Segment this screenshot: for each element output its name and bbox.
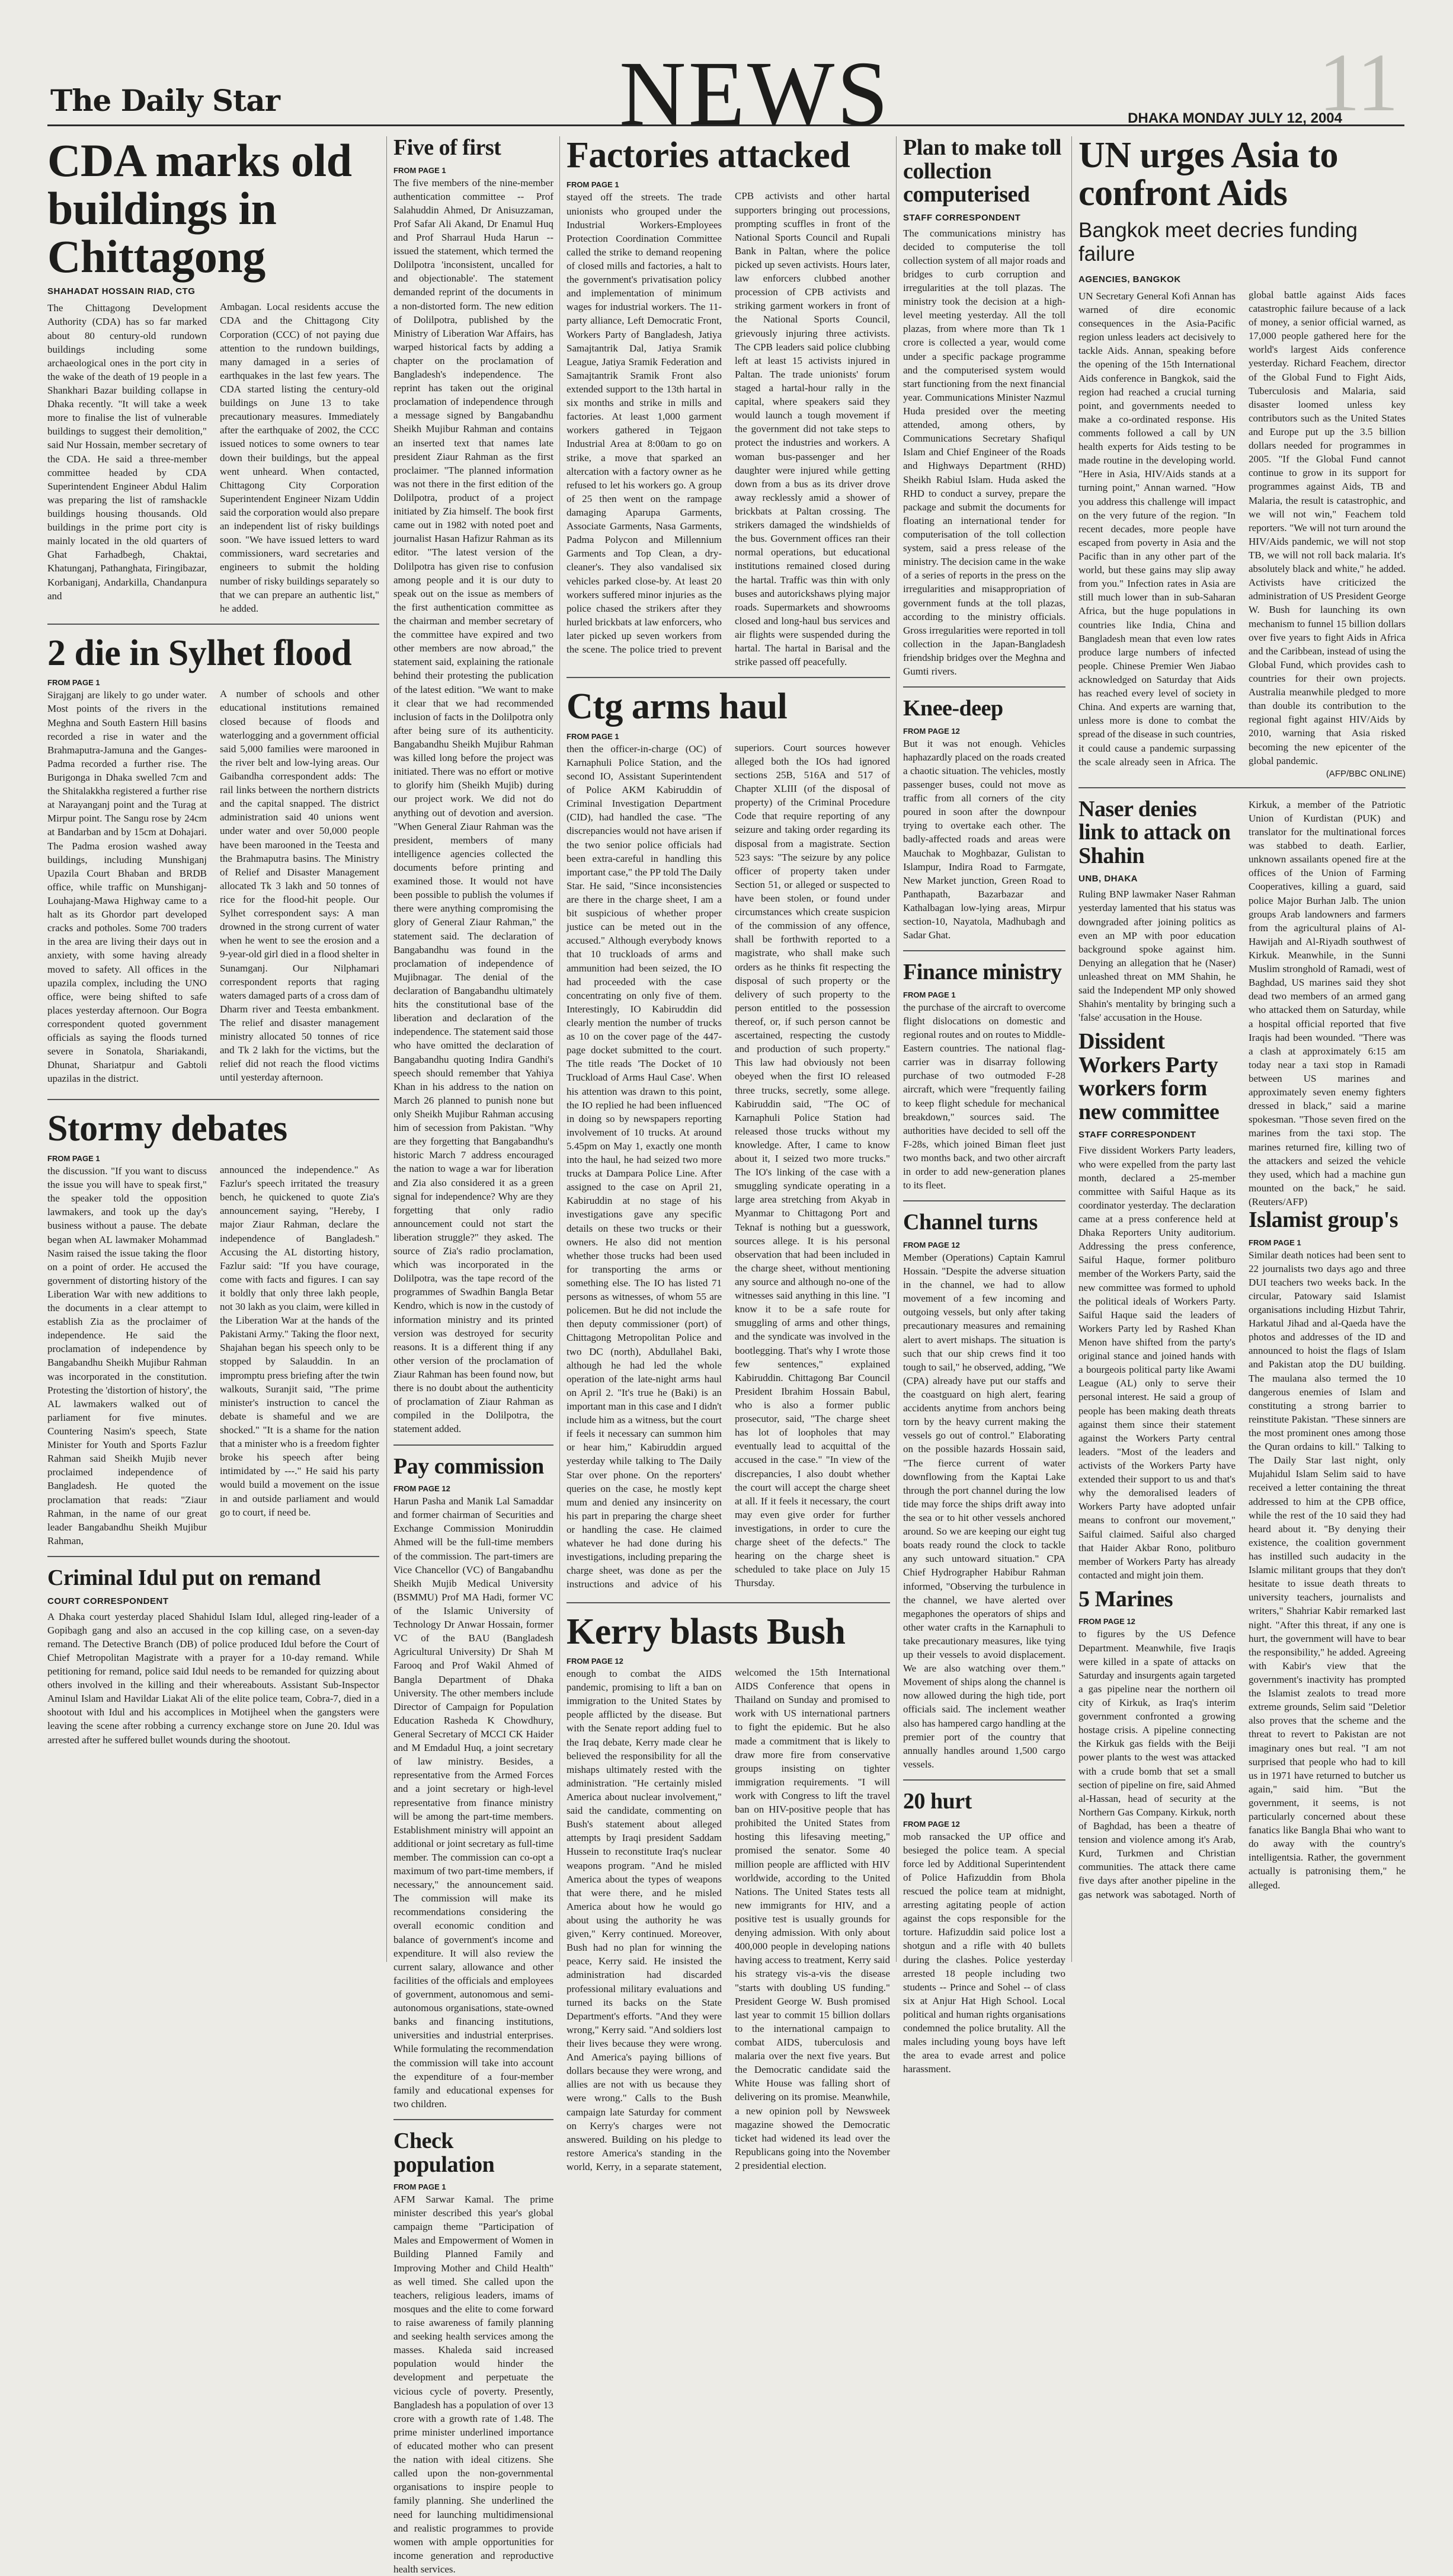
body-text: then the officer-in-charge (OC) of Karnaphuli Police Station, and the second IO, Assistant Superintendent of Police AKM Kabiruddin of Criminal Investigation Department (CID), had handled the case. "The discrepancies would not have arisen if the two senior police officials had been extra-careful in handling this important case," the PP told The Daily Star. He said, "Since inconsistencies are there in the charge sheet, I am a bit suspicious of whether proper justice can be meted out in the accused." Although everybody knows that 10 truckloads of arms and ammunition had been seized, the IO had proceeded with the case concentrating on only five of them. Interestingly, IO Kabiruddin did clearly mention the number of trucks as 10 on the cover page of the 447-page docket submitted to the court. The title reads 'The Docket of 10 Truckload of Arms Haul Case'. When his attention was drawn to this point, the IO replied he had been influenced in doing so by newspapers reporting involvement of 10 trucks. At around 5.45pm on May 1, exactly one month into the haul, he had seized two more trucks at Dampara Police Line. After assigned to the case on April 21, Kabiruddin at no stage of his investigations gave any specific details on these two trucks or their owners. He also did not mention whether those trucks had been used for transporting the arms or something else. The IO has listed 71 persons as witnesses, of whom 55 are policemen. But he did not include the then deputy commissioner (port) of Chittagong Metropolitan Police and two DC (north), Abdullahel Baki, although he had led the whole operation of the late-night arms haul on April 2. "It's true he (Baki) is an important man in this case and I didn't include him as a witness, but the court if feels it necessary can summon him or hear him," Kabiruddin argued yesterday while talking to The Daily Star over phone. On the reporters' queries on the case, he mostly kept mum and denied any insincerity on his part in preparing the charge sheet or handling the case. He claimed whatever he had done during his investigations, including preparing the charge sheet, was done as per the instructions and advice of his superiors. Court sources however alleged both the IOs had ignored sections 25B, 516A and 517 of Chapter XLIII (of the disposal of property) of the Criminal Procedure Code that require reporting of any seizure and taking order regarding its disposal from a magistrate. Section 523 says: "The seizure by any police officer of property taken under Section 51, or alleged or suspected to have been stolen, or found under circumstances which create suspicion of the commission of any offence, shall be forthwith reported to a magistrate, who shall make such orders as he thinks fit respecting the disposal of such property or the delivery of such property to the person entitled to the possession thereof, or, if such person cannot be ascertained, respecting the custody and production of such property." This law had obviously not been obeyed when the first IO released three trucks, secretly, some allege. Kabiruddin said, "The OC of Karnaphuli Police Station had released those trucks without my knowledge. After, I came to know about it, I seized two more trucks." The IO's linking of the case with a smuggling syndicate operating in a large area stretching from Akyab in Myanmar to Chittagong Port and Teknaf is nothing but a guesswork, sources allege. It is his personal observation that had been included in the charge sheet, without mentioning any source and although no-one of the witnesses said anything in this line. "I know it to be a safe route for smuggling of arms and other things, and the syndicate was involved in the bootlegging. That's why I wrote those few sentences," explained Kabiruddin. Chittagong Bar Council President Ibrahim Hossain Babul, who is also a former public prosecutor, said, "The charge sheet has lot of loopholes that may eventually lead to acquittal of the accused in the case." "In view of the discrepancies, I also doubt whether the court will accept the charge sheet at all. If it feels it necessary, the court may even give order for further investigations, in order to cure the charge sheet of the defects." The hearing on the charge sheet is scheduled to take place on July 15 Thursday. <box>567 742 890 1590</box>
body-text: But it was not enough. Vehicles haphazardly placed on the roads created a chaotic situation. The vehicles, mostly passenger buses, could not move as traffic from all corners of the city poured in soon after the downpour trying to overtake each other. The badly-affected roads and areas were Mauchak to Moghbazar, Gulistan to Islampur, Indira Road to Farmgate, New Market junction, Green Road to Panthapath, Bazarbazar and Kathalbagan low-lying areas, Mirpur section-10, Nayatola, Madhubagh and Sadar Ghat. <box>903 737 1065 941</box>
jump-label: FROM PAGE 12 <box>903 1819 960 1829</box>
body-text: Five dissident Workers Party leaders, who were expelled from the party last month, declared a 25-member committee with Saiful Haque as its coordinator yesterday. The declaration came at a press conference held at Dhaka Reporters Unity auditorium. Addressing the press conference, Saiful Haque, former politburo member of the Workers Party, said the new committee was formed to uphold the political ideals of Workers Party. Saiful Haque said the leaders of Workers Party led by Rashed Khan Menon have shifted from the party's original stance and joined hands with a bourgeois political party like Awami League (AL) only to serve their personal interest. He said a group of people has been making death threats against them since their statement against the Workers Party central leaders. "Most of the leaders and activists of the Workers Party have extended their support to us and that's why the demoralised leaders of Workers Party have adopted unfair means to confront our movement," Saiful claimed. Saiful also charged that Haider Akbar Rono, politburo member of Workers Party has already contacted and might join them. <box>1078 1145 1236 1581</box>
jump-label: FROM PAGE 1 <box>1249 1238 1301 1247</box>
article-sylhet <box>47 634 379 1091</box>
headline: CDA marks old buildings in Chittagong <box>47 135 352 283</box>
jump-label: FROM PAGE 1 <box>393 2182 446 2192</box>
article-body <box>567 741 890 1594</box>
article-stormy <box>47 1110 379 1548</box>
article-factories <box>567 136 890 669</box>
article-finance <box>903 961 1065 1192</box>
article-five-of-first <box>393 136 553 1436</box>
divider <box>903 1200 1065 1201</box>
article-body <box>47 300 379 615</box>
credit: (AFP/BBC ONLINE) <box>1326 768 1406 779</box>
article-ctg-arms <box>567 688 890 1593</box>
headline: Naser denies link to attack on Shahin <box>1078 796 1231 868</box>
divider <box>1078 787 1406 788</box>
column-3 <box>567 135 890 2172</box>
jump-label: FROM PAGE 12 <box>567 1657 623 1666</box>
headline: Ctg arms haul <box>567 686 788 727</box>
body-text: to figures by the US Defence Department. Meanwhile, five Iraqis were killed in a spate of attacks on Saturday and insurgents again targeted a gas pipeline near the northern oil city of Kirkuk, as Iraq's interim government confronted a growing hostage crisis. A pipeline connecting the Kirkuk gas fields with the Beiji power plants to the west was attacked with a crude bomb that set a small section of pipeline on fire, said Ahmed al-Hassan, head of security at the Northern Gas Company. Kirkuk, north of Baghdad, has been a theatre of tension and violence among it's Arab, Kurd, Turkmen and Christian communities. The attack there came five days after another pipeline in the gas network was sabotaged. North of Kirkuk, a member of the Patriotic Union of Kurdistan (PUK) and translator for the multinational forces was stabbed to death. Earlier, unknown assailants opened fire at the offices of the Union of Farming Cooperatives, killing a guard, said police Major Burhan Jalb. The union groups Arab landowners and farmers from the agricultural plains of Al-Hawijah and Al-Riyadh southwest of Kirkuk. Meanwhile, in the Sunni Muslim stronghold of Ramadi, west of Baghdad, US marines said they shot dead two members of an armed gang who attacked them on Saturday, while a hospital official reported that five Iraqis had been wounded. "There was a clash at approximately 6:15 am today near a taxi stop in Ramadi between US marines and approximately seven enemy fighters dressed in black," said a marine spokesman. "Those seven fired on the marines from the taxi stop. The marines returned fire, killing two of the attackers and seized the vehicle they used, which had a machine gun mounted on the back," he said. (Reuters/AFP) <box>1078 798 1406 1900</box>
divider <box>567 1602 890 1603</box>
lower-right-columns <box>1078 798 1406 1903</box>
headline: UN urges Asia to confront Aids <box>1078 135 1339 214</box>
body-text: stayed off the streets. The trade unionists who grouped under the Industrial Workers-Employees Protection Coordination Committee called the strike to demand reopening of closed mills and factories, a halt to the government's privatisation policy and implementation of minimum wages for industrial workers. The 11-party alliance, Left Democratic Front, Workers Party of Bangladesh, Jatiya Samajtantrik Dal, Jatiya Sramik League, Jatiya Sramik Federation and Samajtantrik Sramik Front also extended support to the 13th hartal in six months and strike in mills and factories. At least 1,000 garment workers gathered in Tejgaon Industrial Area at 8:00am to go on strike, a move that sparked an altercation with a factory owner as he refused to let his workers go. A group of 25 then went on the rampage damaging Aparupa Garments, Associate Garments, Nasa Garments, Padma Polycon and Millennium Garments and Top Clean, a dry-cleaner's. They also vandalised six vehicles parked close-by. At least 20 workers suffered minor injuries as the police chased the strikers after they hurled brickbats at law enforcers, who later picked up seven workers from the scene. The police tried to prevent CPB activists and other hartal supporters bringing out processions, prompting scuffles in front of the National Sports Council and Rupali Bank in Paltan, where the police picked up seven activists. Hours later, law enforcers clubbed another procession of CPB activists and striking garment workers in front of the National Sports Council, grievously injuring three activists. The CPB leaders said police clubbing left at least 15 activists injured in Paltan. The trade unionists' forum staged a hartal-hour rally in the capital, where speakers said they would launch a tough movement if the government did not take steps to protect the industries and workers. A woman bus-passenger and her daughter were injured while getting down from a bus as its driver drove away recklessly amid a shower of brickbats at Paltan crossing. The strikers damaged the windshields of the bus. Government offices ran their normal operations, but educational institutions remained closed during the hartal. Traffic was thin with only buses and autorickshaws plying major roads. Supermarkets and showrooms closed and long-haul bus services and air flights were suspended during the hartal. The hartal in Barisal and the strike passed off peacefully. <box>567 190 890 668</box>
byline: COURT CORRESPONDENT <box>47 1596 169 1606</box>
article-naser <box>1078 798 1236 1025</box>
divider <box>567 677 890 678</box>
column-rule <box>896 136 897 1962</box>
headline: 2 die in Sylhet flood <box>47 632 352 673</box>
byline: AGENCIES, BANGKOK <box>1078 274 1181 285</box>
article-pay-commission <box>393 1455 553 2111</box>
column-2 <box>393 135 553 2575</box>
article-body <box>567 189 890 669</box>
deck: Bangkok meet decries funding failure <box>1078 218 1358 266</box>
body-text: mob ransacked the UP office and besieged the police team. A special force led by Additional Superintendent of Police Hafizuddin from Bhola rescued the police team at midnight, arresting agitating people of action against the cops responsible for the torture. Hafizuddin said police lost a shotgun and a rifle with 40 bullets during the clashes. Police yesterday arrested 18 people including two students -- Prince and Sohel -- of class six at Anjur Hat High School. Local political and human rights organisations condemned the police brutality. All the males including young boys have left the area to evade arrest and police harassment. <box>903 1830 1065 2075</box>
body-text: The Chittagong Development Authority (CDA) has so far marked about 80 century-old rundown buildings including some archaeological ones in the port city in the wake of the death of 19 people in a Shankhari Bazar building collapse in Dhaka recently. "It will take a week more to finalise the list of vulnerable buildings to suggest their demolition," said Nur Hossain, member secretary of the CDA. He said a three-member committee headed by CDA Superintendent Engineer Abdul Halim was preparing the list of ramshackle buildings housing thousands. Old buildings in the prime port city is mainly located in the old quarters of Ghat Farhadbegh, Chaktai, Khatunganj, Pathanghata, Firingibazar, Korbaniganj, Andarkilla, Chandanpura and <box>47 302 207 602</box>
divider <box>903 1779 1065 1781</box>
body-text: the purchase of the aircraft to overcome flight dislocations on domestic and regional routes and on routes to Middle-Eastern countries. The national flag-carrier was in disarray following purchase of two outmoded F-28 aircraft, which were "frequently failing to keep flight schedule for mechanical breakdown," sources said. The authorities have decided to sell off the F-28s, which joined Biman fleet just two months back, and two other aircraft in order to add new-generation planes to its fleet. <box>903 1001 1065 1191</box>
headline: Stormy debates <box>47 1108 287 1149</box>
article-knee-deep <box>903 697 1065 942</box>
divider <box>47 1556 379 1557</box>
divider <box>393 2119 553 2120</box>
body-text: Ruling BNP lawmaker Naser Rahman yesterday lamented that his status was downgraded after joining politics as even an MP with poor education background spoke against him. Denying an allegation that he (Naser) unleashed threat on MM Shahin, he said the Independent MP only showed Shahin's mentality by bringing such a 'false' accusation in the House. <box>1078 889 1236 1024</box>
headline: 5 Marines <box>1078 1586 1173 1612</box>
body-text: A Dhaka court yesterday placed Shahidul Islam Idul, alleged ring-leader of a Gopibagh gang and also an accused in the cop killing case, on a seven-day remand. The Detective Branch (DB) of police produced Idul before the Court of Chief Metropolitan Magistrate with a prayer for a 10-day remand. While petitioning for remand, police said Idul needs to be remanded for quizzing about others involved in the killing and their whereabouts. Assistant Sub-Inspector Aminul Islam and Havildar Liakat Ali of the elite police team, Cobra-7, died in a shootout with Idul and his accomplices in Motijheel when the gangsters were leaving the scene after robbing a currency exchange store on June 20. Idul was arrested after he suffered bullet wounds during the shootout. <box>47 1610 379 1746</box>
headline: Five of first <box>393 135 501 160</box>
divider <box>903 950 1065 951</box>
body-text: enough to combat the AIDS pandemic, promising to lift a ban on immigration to the United States by people afflicted by the disease. But with the Senate report adding fuel to the Iraq debate, Kerry made clear he believed the responsibility for all the mishaps ultimately rested with the administration. "He certainly misled America about nuclear involvement," said the candidate, commenting on Bush's statement about alleged attempts by Iraqi president Saddam Hussein to reconstitute Iraq's nuclear weapons program. "And he misled America about the types of weapons that were there, and he misled America about how he would go about using the authority he was given," Kerry continued. Moreover, Bush had no plan for winning the peace, Kerry said. He insisted the administration had discarded professional military evaluations and turned its backs on the State Department's efforts. "And they were wrong," Kerry said. "And soldiers lost their lives because they were wrong. And America's paying billions of dollars because they were wrong, and allies are not with us because they were wrong." Calls to the Bush campaign late Saturday for comment on Kerry's charges were not answered. Building on his pledge to restore America's standing in the world, Kerry, in a separate statement, welcomed the 15th International AIDS Conference that opens in Thailand on Sunday and promised to work with US international partners to fight the epidemic. But he also made a commitment that is likely to draw more fire from conservative groups insisting on tighter immigration requirements. "I will work with Congress to lift the travel ban on HIV-positive people that has prohibited the United States from hosting this lifesaving meeting," promised the senator. Some 40 million people are afflicted with HIV worldwide, according to the United Nations. The United States tests all new immigrants for HIV, and a positive test is usually grounds for denying admission. With only about 400,000 people in developing nations having access to treatment, Kerry said his strategy vis-a-vis the disease "starts with doubling US funding." President George W. Bush promised last year to commit 15 billion dollars to the international campaign to combat AIDS, tuberculosis and malaria over the next five years. But the Democratic candidate said the White House was falling short of delivering on its promise. Meanwhile, a new opinion poll by Newsweek magazine showed the Democratic ticket had widened its lead over the Republicans going into the November 2 presidential election. <box>567 1667 890 2172</box>
jump-label: FROM PAGE 12 <box>1078 1617 1135 1626</box>
section-title: NEWS <box>619 42 891 145</box>
headline: Factories attacked <box>567 135 850 175</box>
byline: UNB, DHAKA <box>1078 874 1138 884</box>
masthead <box>47 24 1404 145</box>
article-cda <box>47 136 379 615</box>
jump-label: FROM PAGE 12 <box>903 1240 960 1249</box>
headline: Criminal Idul put on remand <box>47 1565 321 1591</box>
article-un-aids <box>1078 136 1406 779</box>
headline: Knee-deep <box>903 696 1003 721</box>
article-body <box>47 1163 379 1548</box>
body-text: Harun Pasha and Manik Lal Samaddar and former chairman of Securities and Exchange Commission Moniruddin Ahmed will be the full-time members of the commission. The part-timers are Vice Chancellor (VC) of Bangabandhu Sheikh Mujib Medical University (BSMMU) Prof MA Hadi, former VC of the Islamic University of Technology Dr Anwar Hossain, former VC of the BAU (Bangladesh Agricultural University) Dr Shah M Farooq and Prof Wakil Ahmed of Bangla Department of Dhaka University. The other members include Director of Campaign for Population Education Rasheda K Chowdhury, General Secretary of MCCI CK Haider and M Emdadul Huq, a joint secretary of law ministry. Besides, a representative from the Armed Forces and a joint secretary or high-level representative from finance ministry will be among the part-time members. Establishment ministry will appoint an additional or joint secretary as full-time member. The commission can co-opt a maximum of two part-time members, if necessary," the announcement said. The commission will make its recommendations considering the overall economic condition and balance of government's income and expenditure. It will also review the current salary, allowance and other facilities of the officials and employees of government, autonomous and semi-autonomous organisations, state-owned banks and financing institutions, universities and industrial enterprises. While formulating the recommendation the commission will take into account the expenditure of a four-member family and educational expenses for two children. <box>393 1495 553 2110</box>
jump-label: FROM PAGE 12 <box>903 726 960 736</box>
body-text: The five members of the nine-member authentication committee -- Prof Salahuddin Ahmed, Dr Anisuzzaman, Prof Safar Ali Akand, Dr Enamul Huq and Prof Sharraul Huda Harun -- issued the statement, which termed the Dolilpotra 'inconsistent, uncalled for and objectionable'. The statement demanded reprint of the documents in a non-distorted form. The new edition of Dolilpotra, published by the Ministry of Liberation War Affairs, has warped historical facts by adding a chapter on the proclamation of Bangladesh's independence. The reprint has taken out the original proclamation of independence through a message signed by Bangabandhu Sheikh Mujibur Rahman and contains an inserted text that names late president Ziaur Rahman as the first proclaimer. "The planned information was not there in the first edition of the Dolilpotra, product of a project initiated by Zia himself. The book first came out in 1982 with noted poet and journalist Hasan Hafizur Rahman as its editor. "The latest version of the Dolilpotra has given rise to confusion among people and it is our duty to speak out on the issue as members of the first authentication committee as the chairman and member secretary of the committee have expired and two other members are now abroad," the statement said, explaining the rationale behind their protesting the publication of the latest edition. "We want to make it clear that we had recommended inclusion of facts in the Dolilpotra only after being sure of its authenticity. Bangabandhu Sheikh Mujibur Rahman was killed long before the project was initiated. There was no effort or motive to glorify him (Sheikh Mujib) during our project work. We did not do anything out of devotion and aversion. "When General Ziaur Rahman was the president, members of many intelligence agencies collected the documents before printing and examined those. It would not have been possible to publish the volumes if there were anything compromising the glory of General Ziaur Rahman," the statement said. The declaration of Bangabandhu was found in the proclamation of independence of Mujibnagar. The denial of the declaration of Bangabandhu ultimately hits the constitutional base of the liberation and declaration of the independence. The statement said those who have omitted the declaration of Bangabandhu quoting Indira Gandhi's speech should remember that Yahiya Khan in his address to the nation on March 26 planned to punish none but only Sheikh Mujibur Rahman accusing him of secession from Pakistan. "Why are they forgetting that Bangabandhu's historic March 7 address encouraged the nation to wage a war for liberation and Zia also considered it as a green signal for independence? Why are they forgetting that only radio announcement could not start the liberation struggle?" they asked. The source of Zia's radio proclamation, which was incorporated in the Dolilpotra, was the tape record of the programmes of Swadhin Bangla Betar Kendro, which is now in the custody of information ministry and its printed version was destroyed for security reasons. It is a different thing if any other version of the proclamation of Ziaur Rahman has been found now, but there is no doubt about the authenticity of proclamation of Ziaur Rahman as compiled in the Dolilpotra, the statement added. <box>393 177 553 1435</box>
body-text: UN Secretary General Kofi Annan has warned of dire economic consequences in the Asia-Pacific region unless leaders act decisively to tackle Aids. Annan, speaking before the opening of the 15th International Aids conference in Bangkok, said the region had reached a crucial turning point, and governments needed to make a co-ordinated response. His comments followed a call by UN health experts for Aids testing to be made routine in the developing world. "Here in Asia, HIV/Aids stands at a turning point," Annan warned. "How you address this challenge will impact on the very future of the region. "In recent decades, more people have escaped from poverty in Asia and the Pacific than in any other part of the world, but these gains may slip away from you." Infection rates in Asia are still much lower than in sub-Saharan Africa, but the huge populations in countries like India, China and Bangladesh mean that even low rates produce large numbers of infected people. Chinese Premier Wen Jiabao acknowledged on Saturday that Aids has reached every level of society in China. And experts are warning that, unless more is done to combat the spread of the disease in such countries, it could cause a pandemic surpassing the scale already seen in Africa. The global battle against Aids faces catastrophic failure because of a lack of money, a senior official warned, as 17,000 people gathered here for the world's largest Aids conference yesterday. Richard Feachem, director of the Global Fund to Fight Aids, Tuberculosis and Malaria, said disaster loomed unless key contributors such as the United States and Europe put up the 3.5 billion dollars needed for programmes in 2005. "If the Global Fund cannot continue to grow in its support for programmes against Aids, TB and Malaria, the result is catastrophic, and we will not win," Feachem told reporters. "We will not turn around the HIV/Aids pandemic, we will not stop TB, we will not roll back malaria. It's absolutely black and white," he added. Activists have criticized the administration of US President George W. Bush for launching its own mechanism to funnel 15 billion dollars over five years to fight Aids in Africa and the Caribbean, instead of using the Global Fund, which provides cash to countries for their own projects. Australia meanwhile pledged to more than double its contribution to the regional fight against HIV/Aids by 2010, warning that Asia risked becoming the new epicenter of the global pandemic. <box>1078 289 1406 768</box>
divider <box>393 1444 553 1446</box>
article-toll <box>903 136 1065 678</box>
logo: The Daily Star <box>50 83 280 118</box>
byline: STAFF CORRESPONDENT <box>903 212 1021 223</box>
article-body <box>47 687 379 1091</box>
body-text: announced the independence." As Fazlur's speech irritated the treasury bench, he quickened to quote Zia's announcement saying, "Hereby, I major Ziaur Rahman, declare the independence of Bangladesh." Accusing the AL distorting history, Fazlur said: "If you have courage, come with facts and figures. I can say it boldly that only three lakh people, not 30 lakh as you claim, were killed in the Liberation War at the hands of the Pakistani Army." Taking the floor next, Shajahan began his speech only to be stopped by Salauddin. In an impromptu press briefing after the twin walkouts, Suranjit said, "The prime minister's instruction to cancel the debate is shameful and we are shocked." "It is a shame for the nation that a minister who is a freedom fighter broke his speech after being intimidated by ---." He said his party would build a movement on the issue in and outside parliament and would go to court, if need be. <box>220 1164 379 1518</box>
divider <box>47 1099 379 1100</box>
article-channel-turns <box>903 1211 1065 1771</box>
headline: Plan to make toll collection computerised <box>903 135 1061 207</box>
jump-label: FROM PAGE 1 <box>47 678 100 688</box>
page-number: 11 <box>1318 37 1398 129</box>
article-islamist <box>1249 1209 1406 1892</box>
article-body <box>567 1666 890 2176</box>
column-6 <box>1078 136 1406 1962</box>
headline: Check population <box>393 2128 495 2177</box>
article-body <box>1078 288 1406 771</box>
headline: Pay commission <box>393 1453 544 1479</box>
divider <box>903 686 1065 688</box>
byline: SHAHADAT HOSSAIN RIAD, CTG <box>47 286 196 297</box>
column-5 <box>903 135 1065 2075</box>
body-text: A number of schools and other educational institutions remained closed because of floods and waterlogging and a government official said 5,000 families were marooned in the river belt and low-lying areas. Our Gaibandha correspondent adds: The rail links between the northern districts and the capital snapped. The district administration said 40 unions went under water and over 50,000 people have been marooned in the Teesta and the Brahmaputra basins. The Ministry of Relief and Disaster Management allocated Tk 3 lakh and 50 tonnes of rice for the flood-hit people. Our Sylhet correspondent says: A man drowned in the strong current of water when he went to see the erosion and a 9-year-old girl died in a flood shelter in Sunamganj. Our Nilphamari correspondent reports that raging waters damaged parts of a cross dam of Dharm river and Teesta embankment. The relief and disaster management ministry allocated 50 tonnes of rice and Tk 2 lakh for the victims, but the relief did not reach the flood victims until yesterday afternoon. <box>220 688 379 1084</box>
byline: STAFF CORRESPONDENT <box>1078 1130 1196 1140</box>
headline: Islamist group's <box>1249 1207 1398 1233</box>
body-text: AFM Sarwar Kamal. The prime minister described this year's global campaign theme "Participation of Males and Empowerment of Women in Building Planned Family and Improving Mother and Child Health" as well timed. She called upon the teachers, religious leaders, imams of mosques and the elite to come forward to raise awareness of family planning and seeking health services among the masses. Khaleda said increased population would hinder the development and perpetuate the vicious cycle of poverty. Presently, Bangladesh has a population of over 13 crore with a growth rate of 1.48. The prime minister underlined importance of educated mother who can present the nation with ideal citizens. She called upon the non-governmental organisations to inspire people to family planning. She underlined the need for launching multidimensional and realistic programmes to provide women with ample opportunities for income generation and reproductive health services. <box>393 2194 553 2575</box>
body-text: the discussion. "If you want to discuss the issue you will have to speak first," the speaker told the opposition lawmakers, and took up the day's business without a pause. The debate began when AL lawmaker Mohammad Nasim raised the issue taking the floor on a point of order. He accused the government of distorting history of the Liberation War with new additions to the documents in a clear attempt to establish Zia as the proclaimer of independence. He said the proclamation of independence by Bangabandhu Sheikh Mujibur Rahman was incorporated in the constitution. Protesting the 'distortion of history', the AL lawmakers walked out of parliament for five minutes. Countering Nasim's speech, State Minister for Youth and Sports Fazlur Rahman said Sheikh Mujib never proclaimed independence of Bangladesh. He quoted the proclamation that reads: "Ziaur Rahman, in the name of our great leader Bangabandhu Sheikh Mujibur Rahman, <box>47 1165 207 1546</box>
body-text: Member (Operations) Captain Kamrul Hossain. "Despite the adverse situation in the channel, we had to allow movement of a few incoming and outgoing vessels, but only after taking precautionary measures and remaining alert to avert mishaps. The situation is such that our ship crews find it too tough to sail," he observed, adding, "We (CPA) already have put our staffs and the coastguard on high alert, fearing accidents anytime from anchors being torn by the heavy current making the vessels go out of control." Elaborating on the possible hazards Hossain said, "The fierce current of water downflowing from the Kaptai Lake through the port channel during the low tide may force the ships drift away into the sea or to hit other vessels anchored around. So we are keeping our eight tug boats ready round the clock to tackle any such untoward situation." CPA Chief Hydrographer Habibur Rahman informed, "Observing the turbulence in the channel, we have alerted over megaphones the operators of ships and other water crafts in the Karnaphuli to take precautionary measures, like tying up their vessels to avoid displacement. We are also watching over them." Movement of ships along the channel is now allowed during the high tide, port officials said. The inclement weather also has hampered cargo handling at the premier port of the country that annually handles around 1,500 cargo vessels. <box>903 1251 1065 1770</box>
divider <box>47 624 379 625</box>
body-text: Similar death notices had been sent to 22 journalists two days ago and three DUI teachers two weeks back. In the circular, Patowary said Islamist organisations including Hizbut Tahrir, Harkatul Jihad and al-Qaeda have the photos and addresses of the ID and announced to hoist the flags of Islam and Pakistan atop the DU building. The maulana also termed the 10 dangerous enemies of Islam and constituting a strong barrier to reinstitute Pakistan. "These sinners are the most prominent ones among those the Quran ordains to kill." Talking to The Daily Star last night, only Mujahidul Islam Selim said to have received a letter containing the threat addressed to him at the CPB office, while the rest of the 10 said they had heard about it. "By denying their existence, the coalition government has instilled such audacity in the Islamic militant groups that they don't hesitate to issue death threats to university teachers, journalists and writers," Shahriar Kabir remarked last night. "After this threat, if any one is hurt, the government will have to bear the responsibility," he added. Agreeing with Kabir's view that the government's inactivity has prompted the Islamist zealots to tread more extreme grounds, Selim said "Deletior also proves that the scheme and the threat to revert to Pakistan are not imaginary ones but real. "I am not surprised that people who had to kill us in 1971 have returned to butcher us again," said him. "But the government, it seems, is not particularly concerned about these fanatics like Bangla Bhai who want to do away with the country's intelligentsia. Rather, the government actually is patronising them," he alleged. <box>1249 1249 1406 1891</box>
body-text: Ambagan. Local residents accuse the CDA and the Chittagong City Corporation (CCC) of not paying due attention to the rundown buildings, many damaged in a series of earthquakes in the last few years. The CDA started listing the century-old buildings on June 13 to take precautionary measures. Immediately after the earthquake of 2002, the CCC issued notices to some owners to tear down their buildings, but the appeal went unheard. When contacted, Chittagong City Corporation Superintendent Engineer Nizam Uddin said the corporation would also prepare an independent list of risky buildings soon. "We have issued letters to ward commissioners, ward secretaries and engineers to submit the holding number of risky buildings separately so that we can prepare an authentic list," he added. <box>220 301 379 614</box>
article-20-hurt <box>903 1790 1065 2076</box>
headline: Finance ministry <box>903 960 1062 985</box>
article-idul <box>47 1567 379 1747</box>
article-check-population <box>393 2130 553 2576</box>
column-rule <box>386 136 387 1962</box>
column-1 <box>47 136 379 1962</box>
body-text: Sirajganj are likely to go under water. Most points of the rivers in the Meghna and South Eastern Hill basins recorded a rise in water and the Brahmaputra-Jamuna and the Ganges-Padma recorded a further rise. The Burigonga in Dhaka swelled 7cm and the Shitalakkha registered a further rise at Narayanganj point and the Turag at Mirpur point. The Sangu rose by 24cm at Bandarban and by 15cm at Dohajari. The Padma erosion washed away buildings, including Munshiganj Upazila Court Bhaban and BRDB office, while traffic on Munshiganj-Louhajang-Mawa Highway came to a halt as its Ghordor part developed cracks and potholes. Some 700 traders in the area are living their days out in anxiety, with some having already moved to safety. All offices in the upazila complex, including the UNO office, were being shifted to safe places yesterday afternoon. Our Bogra correspondent quoted government officials as saying the floods turned severe in Sonatola, Shariakandi, Dhunat, Shariatpur and Gabtoli upazilas in the district. <box>47 689 207 1085</box>
jump-label: FROM PAGE 1 <box>903 990 956 999</box>
jump-label: FROM PAGE 1 <box>393 165 446 175</box>
headline: Dissident Workers Party workers form new committee <box>1078 1029 1220 1124</box>
jump-label: FROM PAGE 1 <box>567 180 619 190</box>
column-rule <box>1071 136 1072 1962</box>
column-rule <box>559 136 560 1962</box>
dateline: DHAKA MONDAY JULY 12, 2004 <box>1128 110 1342 126</box>
headline: Channel turns <box>903 1210 1038 1235</box>
headline: Kerry blasts Bush <box>567 1611 846 1652</box>
article-kerry <box>567 1613 890 2177</box>
jump-label: FROM PAGE 1 <box>567 731 619 741</box>
jump-label: FROM PAGE 1 <box>47 1153 100 1163</box>
headline: 20 hurt <box>903 1789 972 1814</box>
body-text: The communications ministry has decided to computerise the toll collection system of all major roads and bridges to curb corruption and irregularities at the toll plazas. The ministry took the decision at a high-level meeting yesterday. All the toll plazas, from where more than Tk 1 crore is collected a year, would come under a specific package programme and the computerised system would start functioning from the next financial year. Communications Minister Nazmul Huda presided over the meeting attended, among others, by Communications Secretary Shafiqul Islam and Chief Engineer of the Roads and Highways Department (RHD) Sheikh Rabiul Islam. Huda asked the RHD to conduct a survey, prepare the package and submit the documents for floating an international tender for computerisation of the toll collection system, said a press release of the ministry. The decision came in the wake of a series of reports in the press on the irregularities and misappropriation of government funds at the toll plazas, according to the ministry officials. Gross irregularities were reported in toll collection in the Japan-Bangladesh friendship bridges over the Meghna and Gumti rivers. <box>903 227 1065 677</box>
article-dissident <box>1078 1030 1236 1582</box>
jump-label: FROM PAGE 12 <box>393 1484 450 1494</box>
